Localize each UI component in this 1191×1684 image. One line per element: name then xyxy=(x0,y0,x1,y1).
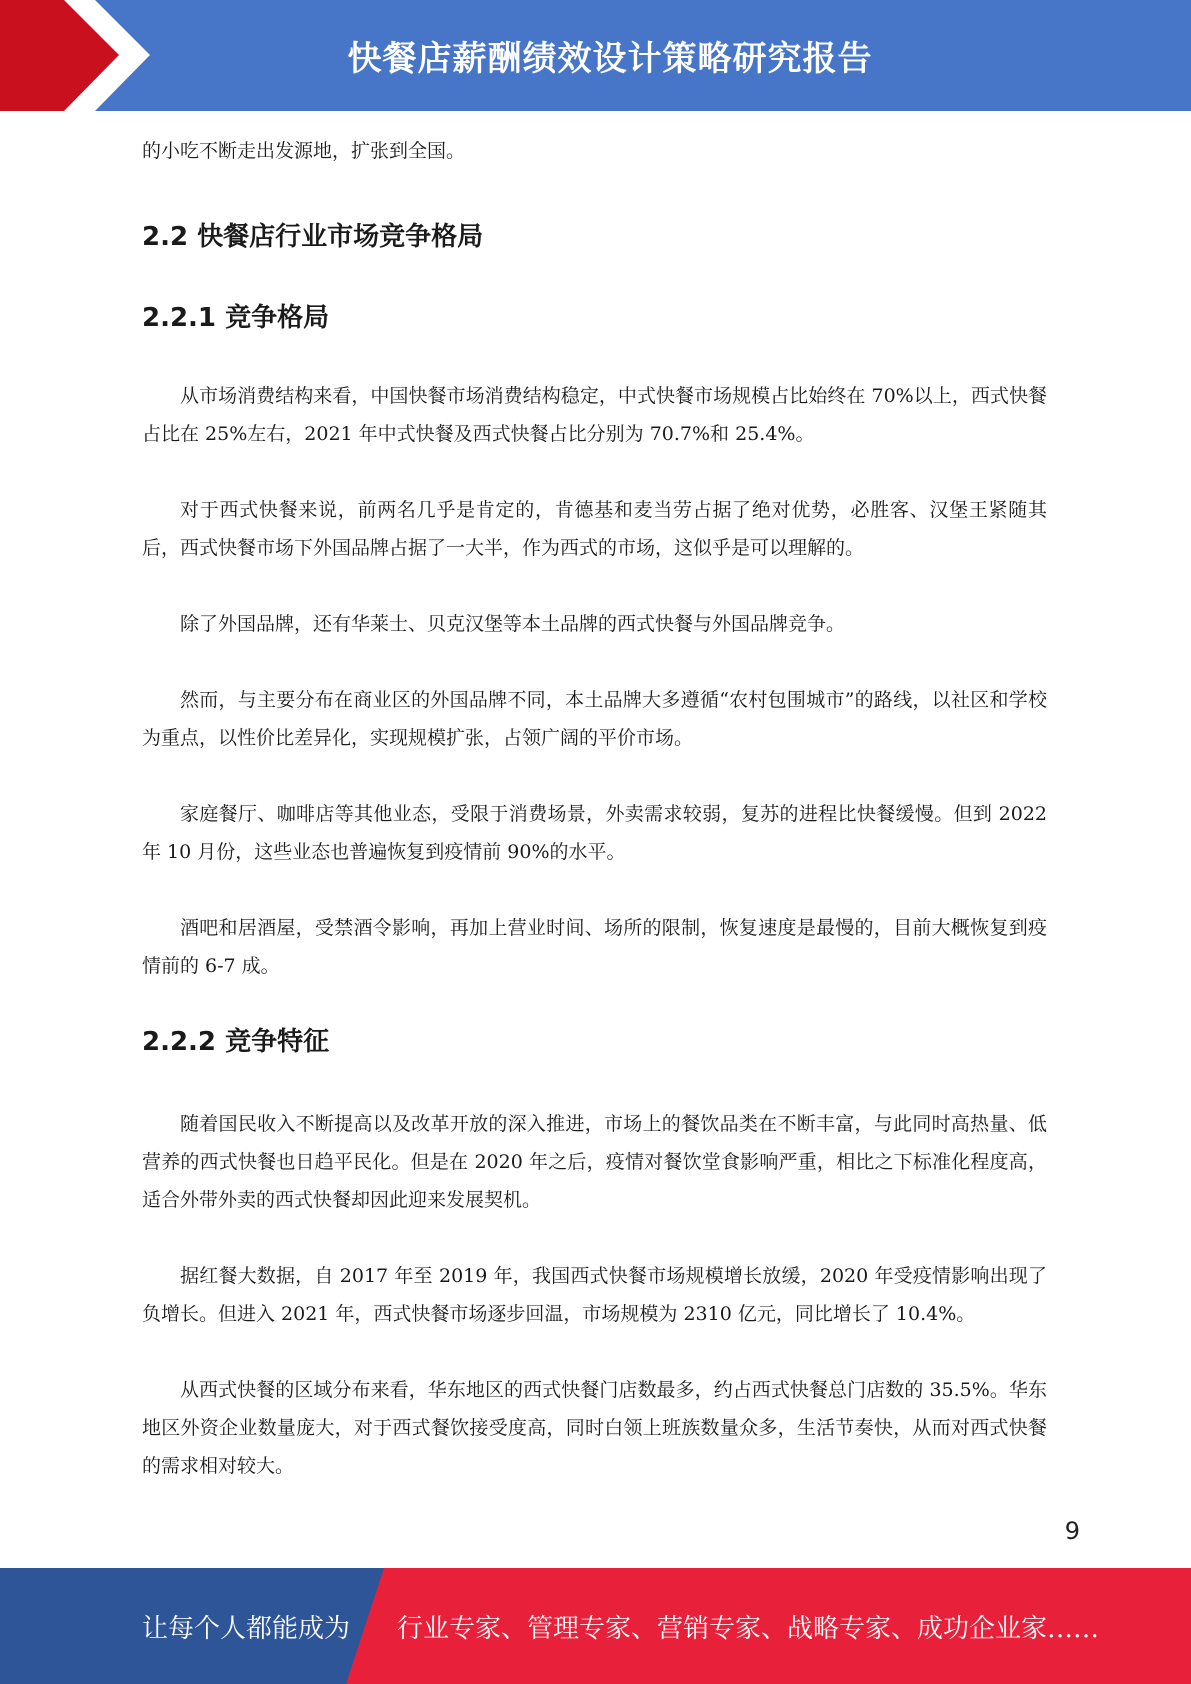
page-header xyxy=(0,0,1191,111)
paragraph-regional-distribution: 从西式快餐的区域分布来看，华东地区的西式快餐门店数最多，约占西式快餐总门店数的 35.5%。华东地区外资企业数量庞大，对于西式餐饮接受度高，同时白领上班族数量众多，生活节奏快，从而对西式快餐的需求相对较大。 xyxy=(142,1379,1047,1477)
header-arrow-icon xyxy=(0,0,160,111)
paragraph-bars: 酒吧和居酒屋，受禁酒令影响，再加上营业时间、场所的限制，恢复速度是最慢的，目前大概恢复到疫情前的 6-7 成。 xyxy=(142,917,1047,977)
intro-paragraph: 的小吃不断走出发源地，扩张到全国。 xyxy=(142,140,466,162)
paragraph-other-formats: 家庭餐厅、咖啡店等其他业态，受限于消费场景，外卖需求较弱，复苏的进程比快餐缓慢。但到 2022 年 10 月份，这些业态也普遍恢复到疫情前 90%的水平。 xyxy=(142,803,1047,863)
paragraph-western-fastfood: 对于西式快餐来说，前两名几乎是肯定的，肯德基和麦当劳占据了绝对优势，必胜客、汉堡王紧随其后，西式快餐市场下外国品牌占据了一大半，作为西式的市场，这似乎是可以理解的。 xyxy=(142,499,1047,559)
heading-2-2-2: 2.2.2 竞争特征 xyxy=(142,1027,330,1057)
footer-slogan-right: 行业专家、管理专家、营销专家、战略专家、成功企业家…… xyxy=(397,1613,1100,1644)
paragraph-rural-strategy: 然而，与主要分布在商业区的外国品牌不同，本土品牌大多遵循“农村包围城市”的路线，以社区和学校为重点，以性价比差异化，实现规模扩张，占领广阔的平价市场。 xyxy=(142,689,1047,749)
heading-2-2-1: 2.2.1 竞争格局 xyxy=(142,303,330,333)
page-footer xyxy=(0,1568,1191,1684)
paragraph-local-brands: 除了外国品牌，还有华莱士、贝克汉堡等本土品牌的西式快餐与外国品牌竞争。 xyxy=(180,613,846,635)
report-title: 快餐店薪酬绩效设计策略研究报告 xyxy=(347,39,873,79)
heading-2-2: 2.2 快餐店行业市场竞争格局 xyxy=(142,222,484,252)
page-number: 9 xyxy=(1064,1517,1080,1545)
paragraph-market-data: 据红餐大数据，自 2017 年至 2019 年，我国西式快餐市场规模增长放缓，2020 年受疫情影响出现了负增长。但进入 2021 年，西式快餐市场逐步回温，市场规模为 2310 亿元，同比增长了 10.4%。 xyxy=(142,1265,1047,1325)
page-content xyxy=(142,128,1047,1485)
footer-slogan-left: 让每个人都能成为 xyxy=(142,1613,351,1644)
paragraph-income-growth: 随着国民收入不断提高以及改革开放的深入推进，市场上的餐饮品类在不断丰富，与此同时高热量、低营养的西式快餐也日趋平民化。但是在 2020 年之后，疫情对餐饮堂食影响严重，相比之下标准化程度高，适合外带外卖的西式快餐却因此迎来发展契机。 xyxy=(142,1113,1047,1211)
paragraph-consumption-structure: 从市场消费结构来看，中国快餐市场消费结构稳定，中式快餐市场规模占比始终在 70%以上，西式快餐占比在 25%左右，2021 年中式快餐及西式快餐占比分别为 70.7%和 25.4%。 xyxy=(142,385,1047,445)
